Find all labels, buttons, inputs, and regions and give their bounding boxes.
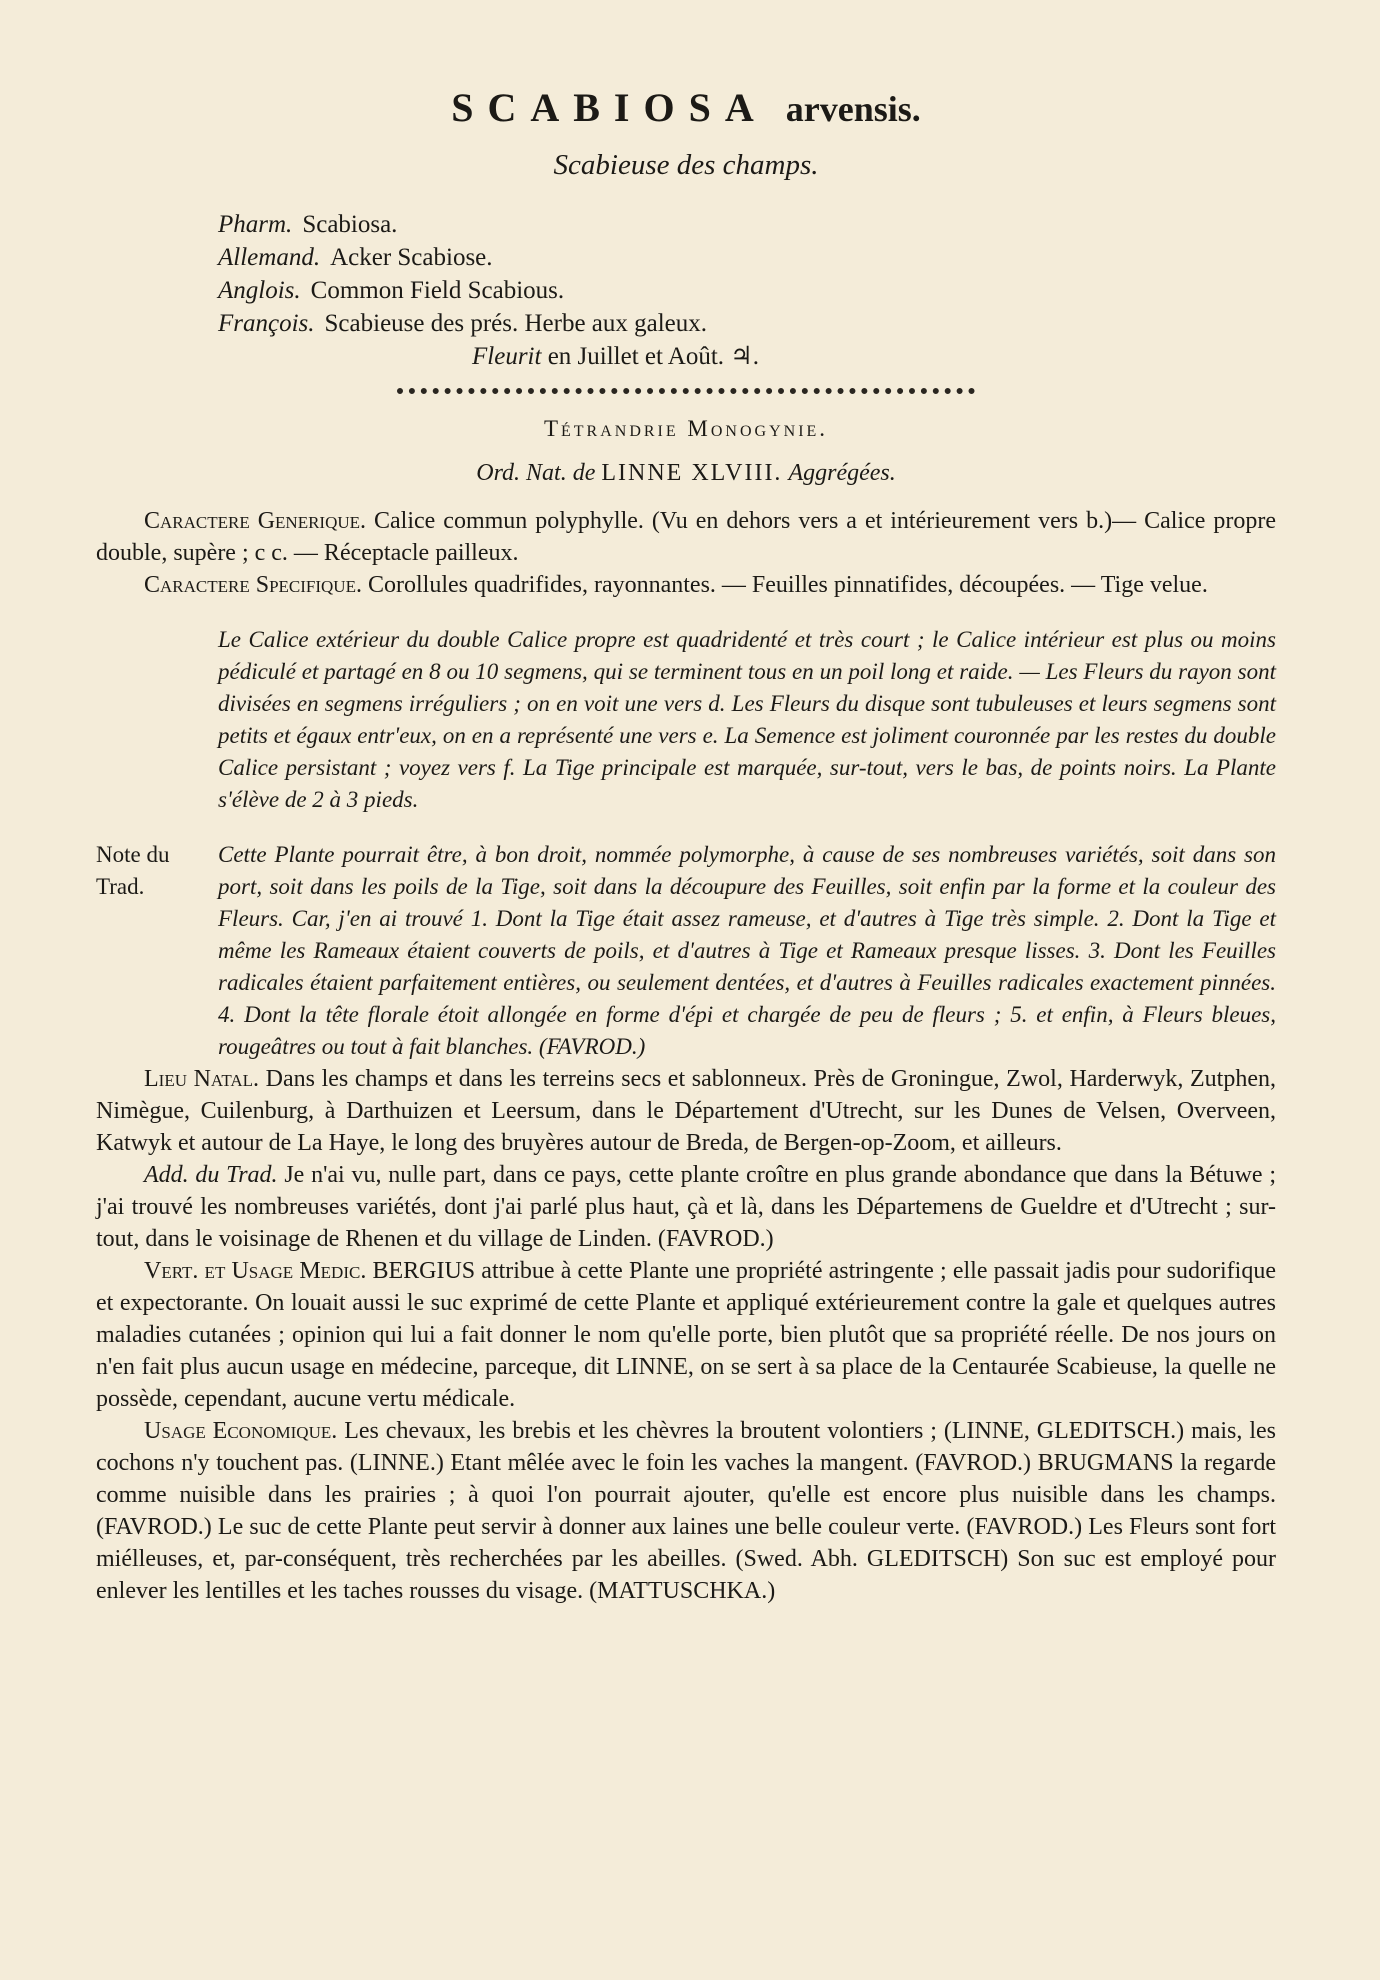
- flowering-line: [472, 340, 1276, 374]
- note-text: Cette Plante pourrait être, à bon droit, nommée polymorphe, à cause de ses nombreuses variétés, soit dans son port, soit dans les poils de la Tige, soit dans la découpure des Feuilles, soit enfin par la forme et la couleur des Fleurs. Car, j'en ai trouvé 1. Dont la Tige était assez rameuse, et d'autres à Tige très simple. 2. Dont la Tige et même les Rameaux étaient couverts de poils, et d'autres à Tige et Rameaux presque lisses. 3. Dont les Feuilles radicales étaient parfaitement entières, ou seulement dentées, et d'autres à Feuilles radicales exactement pinnées. 4. Dont la tête florale étoit allongée en forme d'épi et chargée de peu de fleurs ; 5. et enfin, à Fleurs bleues, rougeâtres ou tout à fait blanches. (FAVROD.): [218, 842, 1276, 1059]
- name-row: [218, 241, 1276, 274]
- page-title: [96, 84, 1276, 131]
- species-name: arvensis.: [785, 89, 921, 129]
- medical-use: [96, 1255, 1276, 1415]
- note-label: Note du Trad.: [96, 842, 170, 899]
- specific-text: Corollules quadrifides, rayonnantes. — Feuilles pinnatifides, découpées. — Tige velue.: [367, 572, 1208, 598]
- name-value: Acker Scabiose.: [330, 244, 493, 271]
- name-language: Allemand.: [218, 244, 321, 271]
- economic-use: [96, 1415, 1276, 1607]
- specific-character: [96, 569, 1276, 601]
- economic-label: Usage Economique.: [144, 1418, 338, 1444]
- medical-text: BERGIUS attribue à cette Plante une propriété astringente ; elle passait jadis pour sudorifique et expectorante. On louait aussi le suc exprimé de cette Plante et appliqué extérieurement contre la gale et quelques autres maladies cutanées ; opinion qui lui a fait donner le nom qu'elle porte, bien plutôt que sa propriété réelle. De nos jours on n'en fait plus aucun usage en médecine, parceque, dit LINNE, on se sert à sa place de la Centaurée Scabieuse, la quelle ne possède, cependant, aucune vertu médicale.: [96, 1258, 1276, 1412]
- ornamental-rule: [397, 388, 975, 394]
- subtitle: Scabieuse des champs.: [553, 149, 819, 181]
- specific-label: Caractere Specifique.: [144, 572, 362, 598]
- genus-name: SCABIOSA: [451, 85, 768, 130]
- translator-note: [96, 839, 1276, 1063]
- order-prefix: Ord. Nat. de: [476, 460, 596, 486]
- addition-text: Je n'ai vu, nulle part, dans ce pays, cette plante croître en plus grande abondance que dans la Bétuwe ; j'ai trouvé les nombreuses variétés, dont j'ai parlé plus haut, çà et là, dans les Départemens de Gueldre et d'Utrecht ; sur-tout, dans le voisinage de Rhenen et du village de Linden. (FAVROD.): [96, 1162, 1277, 1252]
- generic-label: Caractere Generique.: [144, 508, 367, 534]
- economic-text: Les chevaux, les brebis et les chèvres la broutent volontiers ; (LINNE, GLEDITSCH.) mais, les cochons n'y touchent pas. (LINNE.) Etant mêlée avec le foin les vaches la mangent. (FAVROD.) BRUGMANS la regarde comme nuisible dans les prairies ; à quoi l'on pourrait ajouter, qu'elle est encore plus nuisible dans les champs. (FAVROD.) Le suc de cette Plante peut servir à donner aux laines une belle couleur verte. (FAVROD.) Les Fleurs sont fort miélleuses, et, par-conséquent, très recherchées par les abeilles. (Swed. Abh. GLEDITSCH) Son suc est employé pour enlever les lentilles et les taches rousses du visage. (MATTUSCHKA.): [96, 1418, 1277, 1604]
- generic-text: Calice commun polyphylle. (Vu en dehors vers a et intérieurement vers b.)— Calice propre double, supère ; c c. — Réceptacle pailleux.: [96, 508, 1277, 566]
- order-name: LINNE XLVIII.: [601, 460, 783, 486]
- generic-character: [96, 505, 1276, 569]
- translator-addition: [96, 1159, 1276, 1255]
- classification: Tétrandrie Monogynie.: [543, 416, 829, 441]
- order-suffix: Aggrégées.: [788, 460, 896, 486]
- name-row: [218, 307, 1276, 340]
- name-value: Scabieuse des prés. Herbe aux galeux.: [324, 310, 708, 337]
- flowering-text: en Juillet et Août. ♃.: [547, 343, 759, 370]
- name-language: Anglois.: [218, 277, 301, 304]
- addition-label: Add. du Trad.: [144, 1162, 278, 1188]
- name-language: François.: [218, 310, 315, 337]
- habitat: [96, 1063, 1276, 1159]
- name-row: [218, 274, 1276, 307]
- name-value: Scabiosa.: [302, 211, 398, 238]
- vernacular-names: [218, 208, 1276, 340]
- natural-order: [96, 460, 1276, 487]
- description: Le Calice extérieur du double Calice propre est quadridenté et très court ; le Calice intérieur est plus ou moins pédiculé et partagé en 8 ou 10 segmens, qui se terminent tous en un poil long et raide. — Les Fleurs du rayon sont divisées en segmens irréguliers ; on en voit une vers d. Les Fleurs du disque sont tubuleuses et leurs segmens sont petits et égaux entr'eux, on en a représenté une vers e. La Semence est joliment couronnée par les restes du double Calice persistant ; voyez vers f. La Tige principale est marquée, sur-tout, vers le bas, de points noirs. La Plante s'élève de 2 à 3 pieds.: [218, 627, 1276, 812]
- name-language: Pharm.: [218, 211, 293, 238]
- name-row: [218, 208, 1276, 241]
- habitat-text: Dans les champs et dans les terreins secs et sablonneux. Près de Groningue, Zwol, Harderwyk, Zutphen, Nimègue, Cuilenburg, à Darthuizen et Leersum, dans le Département d'Utrecht, sur les Dunes de Velsen, Overveen, Katwyk et autour de La Haye, le long des bruyères autour de Breda, de Bergen-op-Zoom, et ailleurs.: [96, 1066, 1276, 1156]
- habitat-label: Lieu Natal.: [144, 1066, 260, 1092]
- medical-label: Vert. et Usage Medic.: [144, 1258, 367, 1284]
- name-value: Common Field Scabious.: [310, 277, 565, 304]
- flowering-label: Fleurit: [472, 343, 542, 370]
